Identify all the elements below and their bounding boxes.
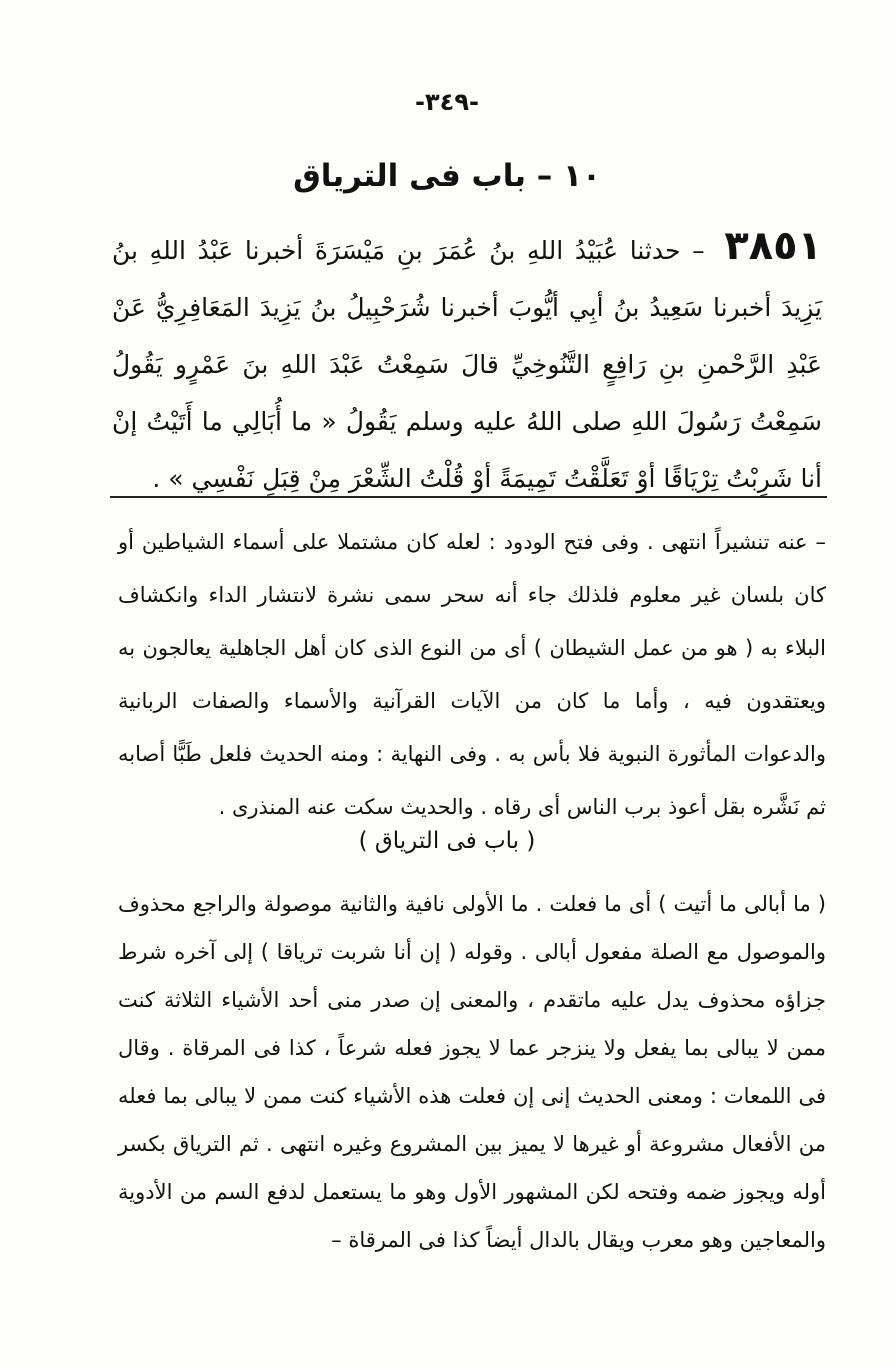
commentary-sub-heading: ( باب فى الترياق ) <box>358 828 536 854</box>
page-number: -٣٤٩- <box>415 88 479 116</box>
chapter-heading: ١٠ – باب فى الترياق <box>293 158 601 194</box>
hadith-paragraph <box>112 218 822 507</box>
hadith-number: ٣٨٥١ <box>724 223 822 269</box>
hadith-text: – حدثنا عُبَيْدُ اللهِ بنُ عُمَرَ بنِ مَيْسَرَةَ أخبرنا عَبْدُ اللهِ بنُ يَزِيدَ أخبرنا سَعِيدُ بنُ أبِي أيُّوبَ أخبرنا شُرَحْبِيلُ بنُ يَزِيدَ المَعَافِرِيُّ عَنْ عَبْدِ الرَّحْمنِ بنِ رَافِعٍ التَّنُوخِيِّ قالَ سَمِعْتُ عَبْدَ اللهِ بنَ عَمْرٍو يَقُولُ سَمِعْتُ رَسُولَ اللهِ صلى اللهُ عليه وسلم يَقُولُ « ما أُبَالِي ما أَتَيْتُ إنْ أنا شَرِبْتُ تِرْيَاقًا أوْ تَعَلَّقْتُ تَمِيمَةً أوْ قُلْتُ الشِّعْرَ مِنْ قِبَلِ نَفْسِي » . <box>112 236 822 493</box>
footnote-separator <box>110 496 827 498</box>
commentary-paragraph-2: ( ما أبالى ما أتيت ) أى ما فعلت . ما الأولى نافية والثانية موصولة والراجع محذوف والموصول مع الصلة مفعول أبالى . وقوله ( إن أنا شربت ترياقا ) إلى آخره شرط جزاؤه محذوف يدل عليه ماتقدم ، والمعنى إن صدر منى أحد الأشياء الثلاثة كنت ممن لا يبالى بما يفعل ولا ينزجر عما لا يجوز فعله شرعاً ، كذا فى المرقاة . وقال فى اللمعات : ومعنى الحديث إنى إن فعلت هذه الأشياء كنت ممن لا يبالى بما فعله من الأفعال مشروعة أو غيرها لا يميز بين المشروع وغيره انتهى . ثم الترياق بكسر أوله ويجوز ضمه وفتحه لكن المشهور الأول وهو ما يستعمل لدفع السم من الأدوية والمعاجين وهو معرب ويقال بالدال أيضاً كذا فى المرقاة – <box>118 892 826 1252</box>
commentary-paragraph: – عنه تنشيراً انتهى . وفى فتح الودود : لعله كان مشتملا على أسماء الشياطين أو كان بلسان غير معلوم فلذلك جاء أنه سحر سمى نشرة لانتشار الداء وانكشاف البلاء به ( هو من عمل الشيطان ) أى من النوع الذى كان أهل الجاهلية يعالجون به ويعتقدون فيه ، وأما ما كان من الآيات القرآنية والأسماء والصفات الربانية والدعوات المأثورة النبوية فلا بأس به . وفى النهاية : ومنه الحديث فلعل طَبًّا أصابه ثم نَشَّره بقل أعوذ برب الناس أى رقاه . والحديث سكت عنه المنذرى . <box>118 530 826 819</box>
